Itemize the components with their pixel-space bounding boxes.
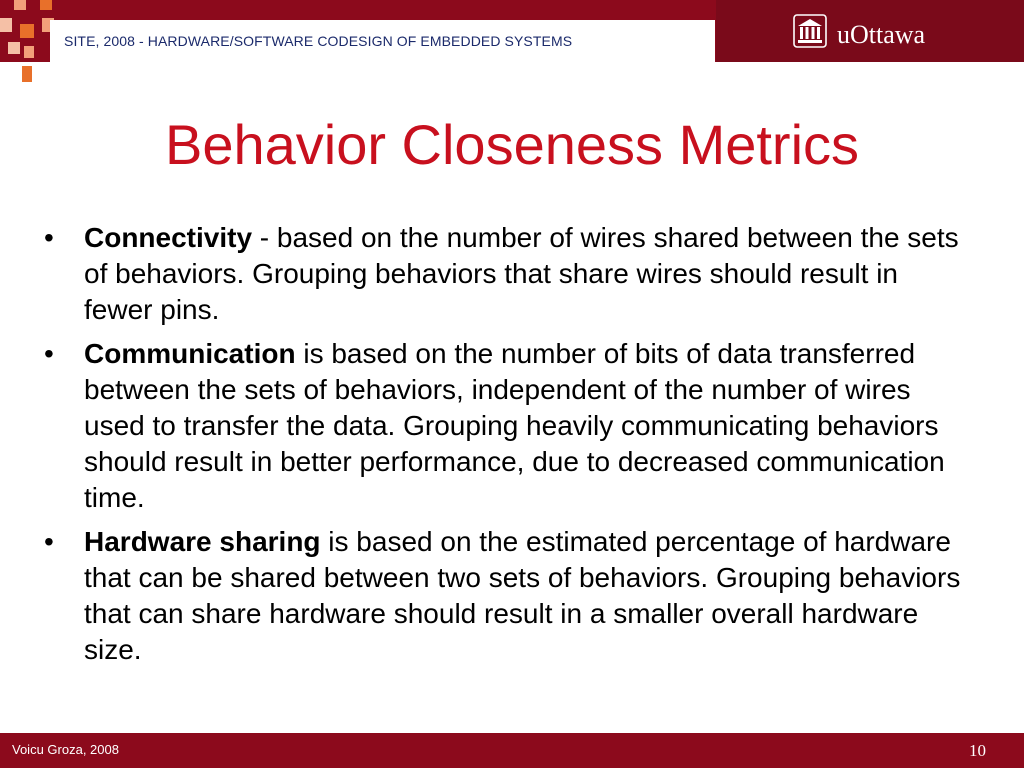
- course-title: SITE, 2008 - HARDWARE/SOFTWARE CODESIGN OF EMBEDDED SYSTEMS: [64, 33, 573, 49]
- page-number: 10: [969, 741, 986, 760]
- bullet-term: Communication: [84, 338, 296, 369]
- bullet-term: Connectivity: [84, 222, 253, 253]
- bullet-item: [44, 220, 974, 328]
- bullet-text: is based on the number of bits of data transferred between the sets of behaviors, independent of the number of wires used to transfer the data. Grouping heavily communicating behaviors should result in better performance, due to decreased communication time.: [84, 338, 945, 513]
- bullet-list: [44, 220, 974, 676]
- decor-square: [24, 46, 34, 58]
- university-building-icon: [793, 14, 827, 48]
- footer-author: Voicu Groza, 2008: [12, 742, 119, 757]
- bullet-symbol: •: [44, 526, 54, 557]
- decor-square: [40, 0, 52, 10]
- bullet-text: is based on the estimated percentage of hardware that can be shared between two sets of behaviors. Grouping behaviors that can share hardware should result in a smaller overall hardware size.: [84, 526, 961, 665]
- logo-text: uOttawa: [837, 20, 926, 49]
- bullet-symbol: •: [44, 222, 54, 253]
- bullet-term: Hardware sharing: [84, 526, 321, 557]
- decor-square: [14, 0, 26, 10]
- footer-band: [0, 733, 1024, 768]
- decor-square: [0, 18, 12, 32]
- bullet-symbol: •: [44, 338, 54, 369]
- slide-title: Behavior Closeness Metrics: [164, 113, 860, 176]
- decor-square: [22, 66, 32, 82]
- decor-square: [20, 24, 34, 38]
- bullet-item: [44, 336, 974, 516]
- bullet-text: - based on the number of wires shared between the sets of behaviors. Grouping behaviors that share wires should result in fewer pins.: [84, 222, 959, 325]
- bullet-item: [44, 524, 974, 668]
- decor-square: [8, 42, 20, 54]
